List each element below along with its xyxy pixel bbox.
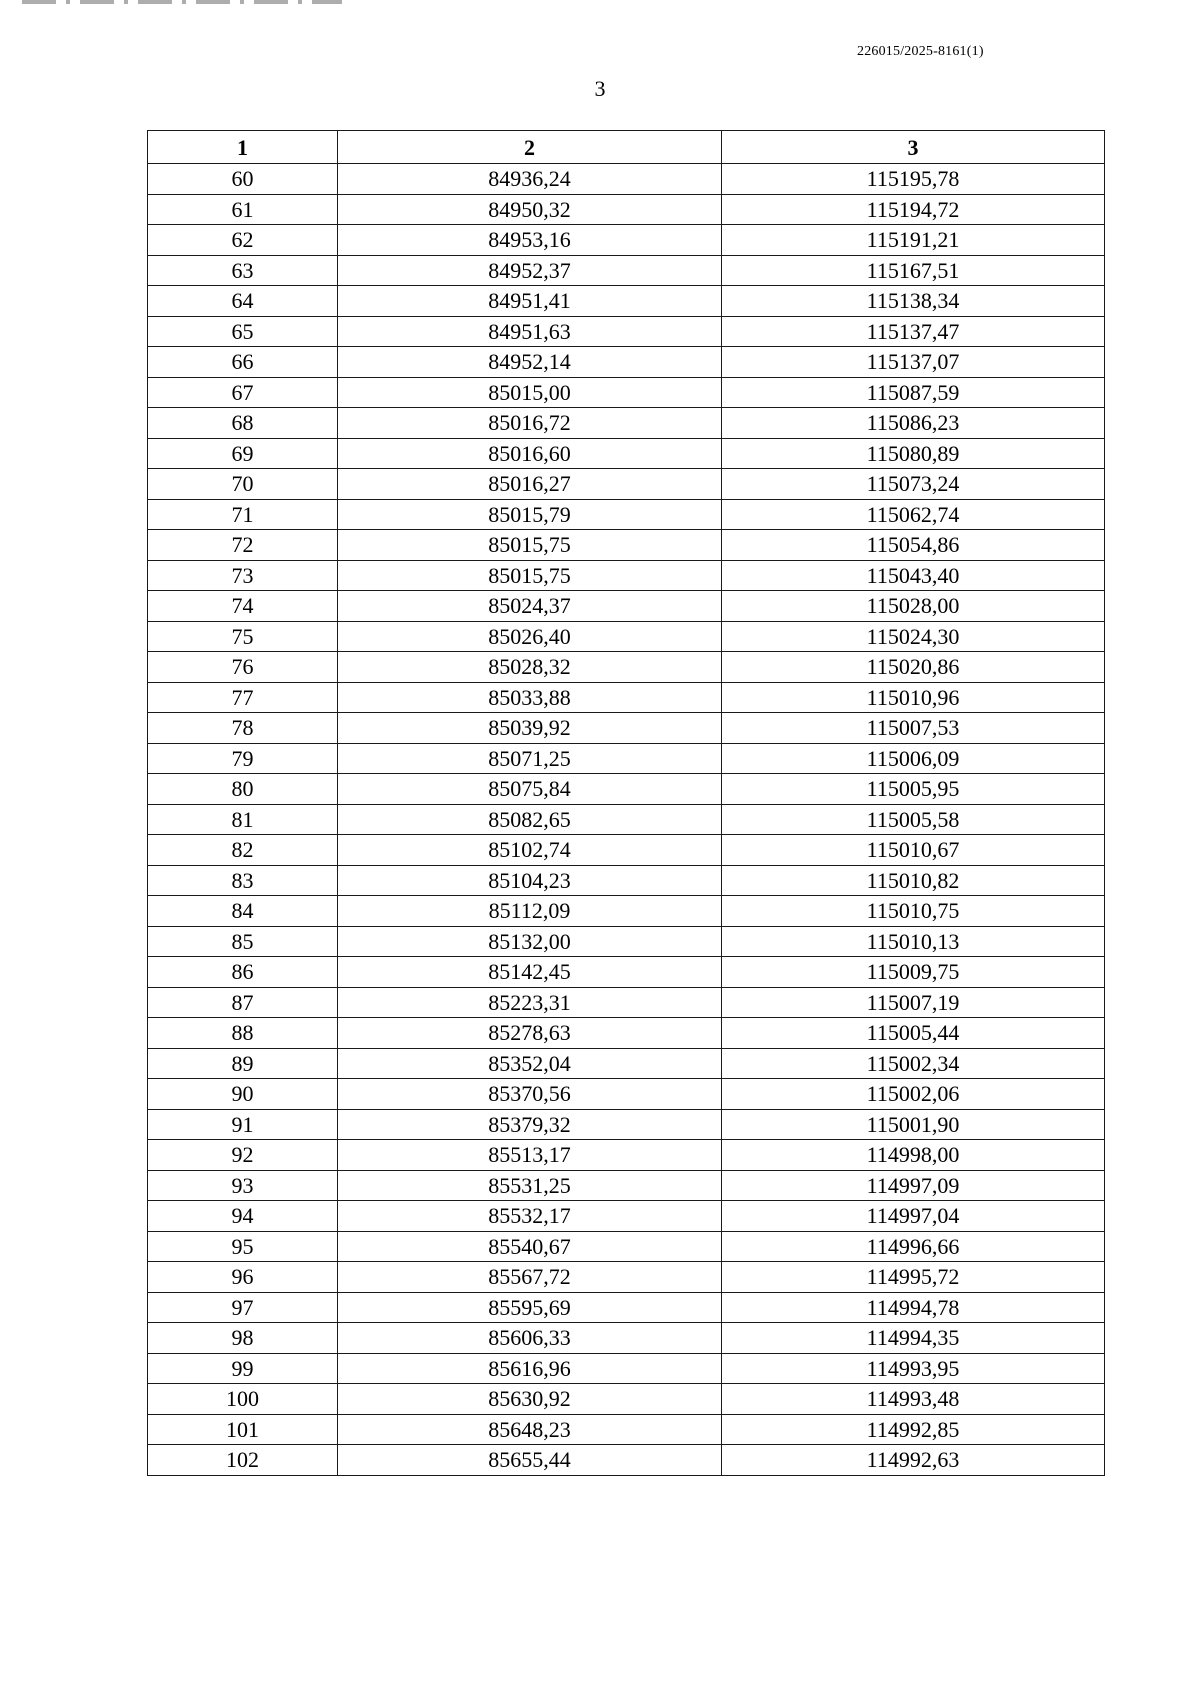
coordinate-y-cell: 114997,04 [722,1201,1105,1232]
coordinate-y-cell: 115006,09 [722,743,1105,774]
point-number-cell: 85 [148,926,338,957]
point-number-cell: 101 [148,1414,338,1445]
coordinate-x-cell: 84952,37 [338,255,722,286]
coordinate-y-cell: 114993,48 [722,1384,1105,1415]
coordinate-x-cell: 85071,25 [338,743,722,774]
table-row [148,530,1105,561]
point-number-cell: 88 [148,1018,338,1049]
point-number-cell: 84 [148,896,338,927]
table-row [148,1384,1105,1415]
coordinate-y-cell: 115080,89 [722,438,1105,469]
coordinate-y-cell: 114996,66 [722,1231,1105,1262]
coordinate-y-cell: 114992,85 [722,1414,1105,1445]
coordinate-y-cell: 115002,34 [722,1048,1105,1079]
coordinate-y-cell: 115137,47 [722,316,1105,347]
point-number-cell: 94 [148,1201,338,1232]
coordinate-x-cell: 85223,31 [338,987,722,1018]
coordinate-x-cell: 85513,17 [338,1140,722,1171]
coordinate-y-cell: 115007,19 [722,987,1105,1018]
point-number-cell: 72 [148,530,338,561]
coordinate-y-cell: 115024,30 [722,621,1105,652]
table-row [148,347,1105,378]
coordinate-x-cell: 85531,25 [338,1170,722,1201]
coordinate-x-cell: 85104,23 [338,865,722,896]
table-row [148,560,1105,591]
coordinate-x-cell: 85630,92 [338,1384,722,1415]
table-row [148,835,1105,866]
coordinate-y-cell: 115010,96 [722,682,1105,713]
coordinate-y-cell: 114994,35 [722,1323,1105,1354]
coordinate-x-cell: 85352,04 [338,1048,722,1079]
table-row [148,1201,1105,1232]
coordinate-y-cell: 115007,53 [722,713,1105,744]
coordinate-y-cell: 114992,63 [722,1445,1105,1476]
table-body [148,164,1105,1476]
coordinate-y-cell: 115194,72 [722,194,1105,225]
table-row [148,774,1105,805]
coordinate-x-cell: 85142,45 [338,957,722,988]
coordinate-y-cell: 115073,24 [722,469,1105,500]
coordinate-x-cell: 85278,63 [338,1018,722,1049]
table-row [148,652,1105,683]
point-number-cell: 60 [148,164,338,195]
point-number-cell: 80 [148,774,338,805]
table-row [148,591,1105,622]
coordinate-y-cell: 114997,09 [722,1170,1105,1201]
coordinate-y-cell: 115054,86 [722,530,1105,561]
table-row [148,1231,1105,1262]
table-row [148,438,1105,469]
table-row [148,621,1105,652]
coordinate-y-cell: 115086,23 [722,408,1105,439]
table-header-row [148,131,1105,164]
point-number-cell: 99 [148,1353,338,1384]
coordinate-y-cell: 115010,13 [722,926,1105,957]
point-number-cell: 100 [148,1384,338,1415]
table-row [148,286,1105,317]
table-row [148,1018,1105,1049]
coordinate-y-cell: 115028,00 [722,591,1105,622]
column-header-1: 1 [148,131,338,164]
coordinate-y-cell: 114994,78 [722,1292,1105,1323]
coordinate-y-cell: 115191,21 [722,225,1105,256]
coordinate-y-cell: 115009,75 [722,957,1105,988]
document-reference-number: 226015/2025-8161(1) [857,44,984,59]
coordinate-x-cell: 85595,69 [338,1292,722,1323]
coordinate-x-cell: 85532,17 [338,1201,722,1232]
point-number-cell: 64 [148,286,338,317]
table-row [148,1170,1105,1201]
point-number-cell: 78 [148,713,338,744]
table-row [148,408,1105,439]
coordinate-y-cell: 114995,72 [722,1262,1105,1293]
coordinate-y-cell: 115195,78 [722,164,1105,195]
point-number-cell: 92 [148,1140,338,1171]
point-number-cell: 98 [148,1323,338,1354]
table-row [148,1079,1105,1110]
coordinate-x-cell: 85540,67 [338,1231,722,1262]
column-header-2: 2 [338,131,722,164]
coordinate-x-cell: 85370,56 [338,1079,722,1110]
point-number-cell: 89 [148,1048,338,1079]
table-row [148,896,1105,927]
table-row [148,743,1105,774]
coordinate-x-cell: 85039,92 [338,713,722,744]
table-row [148,713,1105,744]
point-number-cell: 69 [148,438,338,469]
coordinate-y-cell: 115167,51 [722,255,1105,286]
coordinate-x-cell: 85132,00 [338,926,722,957]
coordinate-x-cell: 84951,41 [338,286,722,317]
coordinate-x-cell: 85648,23 [338,1414,722,1445]
point-number-cell: 76 [148,652,338,683]
point-number-cell: 82 [148,835,338,866]
table-row [148,865,1105,896]
coordinate-y-cell: 115005,58 [722,804,1105,835]
coordinate-x-cell: 85379,32 [338,1109,722,1140]
coordinate-x-cell: 85112,09 [338,896,722,927]
table-row [148,682,1105,713]
table-row [148,1292,1105,1323]
table-row [148,1353,1105,1384]
point-number-cell: 91 [148,1109,338,1140]
point-number-cell: 65 [148,316,338,347]
scan-header-artifact [22,0,342,4]
table-row [148,469,1105,500]
coordinate-x-cell: 84950,32 [338,194,722,225]
coordinate-y-cell: 115137,07 [722,347,1105,378]
table-row [148,1262,1105,1293]
coordinate-x-cell: 85082,65 [338,804,722,835]
point-number-cell: 67 [148,377,338,408]
coordinate-y-cell: 115001,90 [722,1109,1105,1140]
point-number-cell: 75 [148,621,338,652]
coordinate-y-cell: 115062,74 [722,499,1105,530]
table-row [148,987,1105,1018]
table-row [148,194,1105,225]
coordinate-y-cell: 115138,34 [722,286,1105,317]
coordinate-x-cell: 85016,27 [338,469,722,500]
coordinate-y-cell: 115087,59 [722,377,1105,408]
coordinate-x-cell: 84952,14 [338,347,722,378]
coordinates-table [147,130,1105,1476]
coordinate-x-cell: 85075,84 [338,774,722,805]
table-row [148,1414,1105,1445]
table-row [148,804,1105,835]
table-row [148,1109,1105,1140]
point-number-cell: 96 [148,1262,338,1293]
point-number-cell: 79 [148,743,338,774]
coordinate-y-cell: 115020,86 [722,652,1105,683]
coordinate-y-cell: 115010,75 [722,896,1105,927]
coordinate-y-cell: 115002,06 [722,1079,1105,1110]
coordinate-x-cell: 85028,32 [338,652,722,683]
point-number-cell: 81 [148,804,338,835]
point-number-cell: 77 [148,682,338,713]
coordinate-y-cell: 115043,40 [722,560,1105,591]
coordinate-y-cell: 115005,95 [722,774,1105,805]
point-number-cell: 102 [148,1445,338,1476]
coordinate-x-cell: 84953,16 [338,225,722,256]
table-row [148,316,1105,347]
coordinate-x-cell: 85016,60 [338,438,722,469]
point-number-cell: 63 [148,255,338,286]
coordinate-x-cell: 85015,75 [338,560,722,591]
table-row [148,1048,1105,1079]
coordinate-x-cell: 85655,44 [338,1445,722,1476]
point-number-cell: 90 [148,1079,338,1110]
page-number: 3 [594,76,606,101]
point-number-cell: 66 [148,347,338,378]
coordinate-x-cell: 85026,40 [338,621,722,652]
coordinate-y-cell: 115005,44 [722,1018,1105,1049]
coordinate-x-cell: 85567,72 [338,1262,722,1293]
point-number-cell: 62 [148,225,338,256]
point-number-cell: 87 [148,987,338,1018]
coordinate-x-cell: 85015,79 [338,499,722,530]
point-number-cell: 95 [148,1231,338,1262]
table-row [148,377,1105,408]
point-number-cell: 61 [148,194,338,225]
coordinate-x-cell: 85024,37 [338,591,722,622]
point-number-cell: 93 [148,1170,338,1201]
column-header-3: 3 [722,131,1105,164]
table-row [148,255,1105,286]
point-number-cell: 86 [148,957,338,988]
coordinate-x-cell: 85015,75 [338,530,722,561]
point-number-cell: 73 [148,560,338,591]
coordinate-y-cell: 114998,00 [722,1140,1105,1171]
table-row [148,164,1105,195]
coordinate-x-cell: 85015,00 [338,377,722,408]
point-number-cell: 74 [148,591,338,622]
point-number-cell: 68 [148,408,338,439]
coordinate-y-cell: 115010,67 [722,835,1105,866]
coordinate-x-cell: 85606,33 [338,1323,722,1354]
table-row [148,499,1105,530]
table-row [148,926,1105,957]
point-number-cell: 97 [148,1292,338,1323]
coordinate-x-cell: 84951,63 [338,316,722,347]
coordinate-x-cell: 85033,88 [338,682,722,713]
table-row [148,1140,1105,1171]
coordinate-y-cell: 115010,82 [722,865,1105,896]
coordinate-x-cell: 85016,72 [338,408,722,439]
point-number-cell: 70 [148,469,338,500]
table-row [148,1445,1105,1476]
coordinate-x-cell: 84936,24 [338,164,722,195]
table-row [148,957,1105,988]
table-row [148,225,1105,256]
coordinate-y-cell: 114993,95 [722,1353,1105,1384]
point-number-cell: 71 [148,499,338,530]
coordinate-x-cell: 85616,96 [338,1353,722,1384]
point-number-cell: 83 [148,865,338,896]
coordinate-x-cell: 85102,74 [338,835,722,866]
table-row [148,1323,1105,1354]
